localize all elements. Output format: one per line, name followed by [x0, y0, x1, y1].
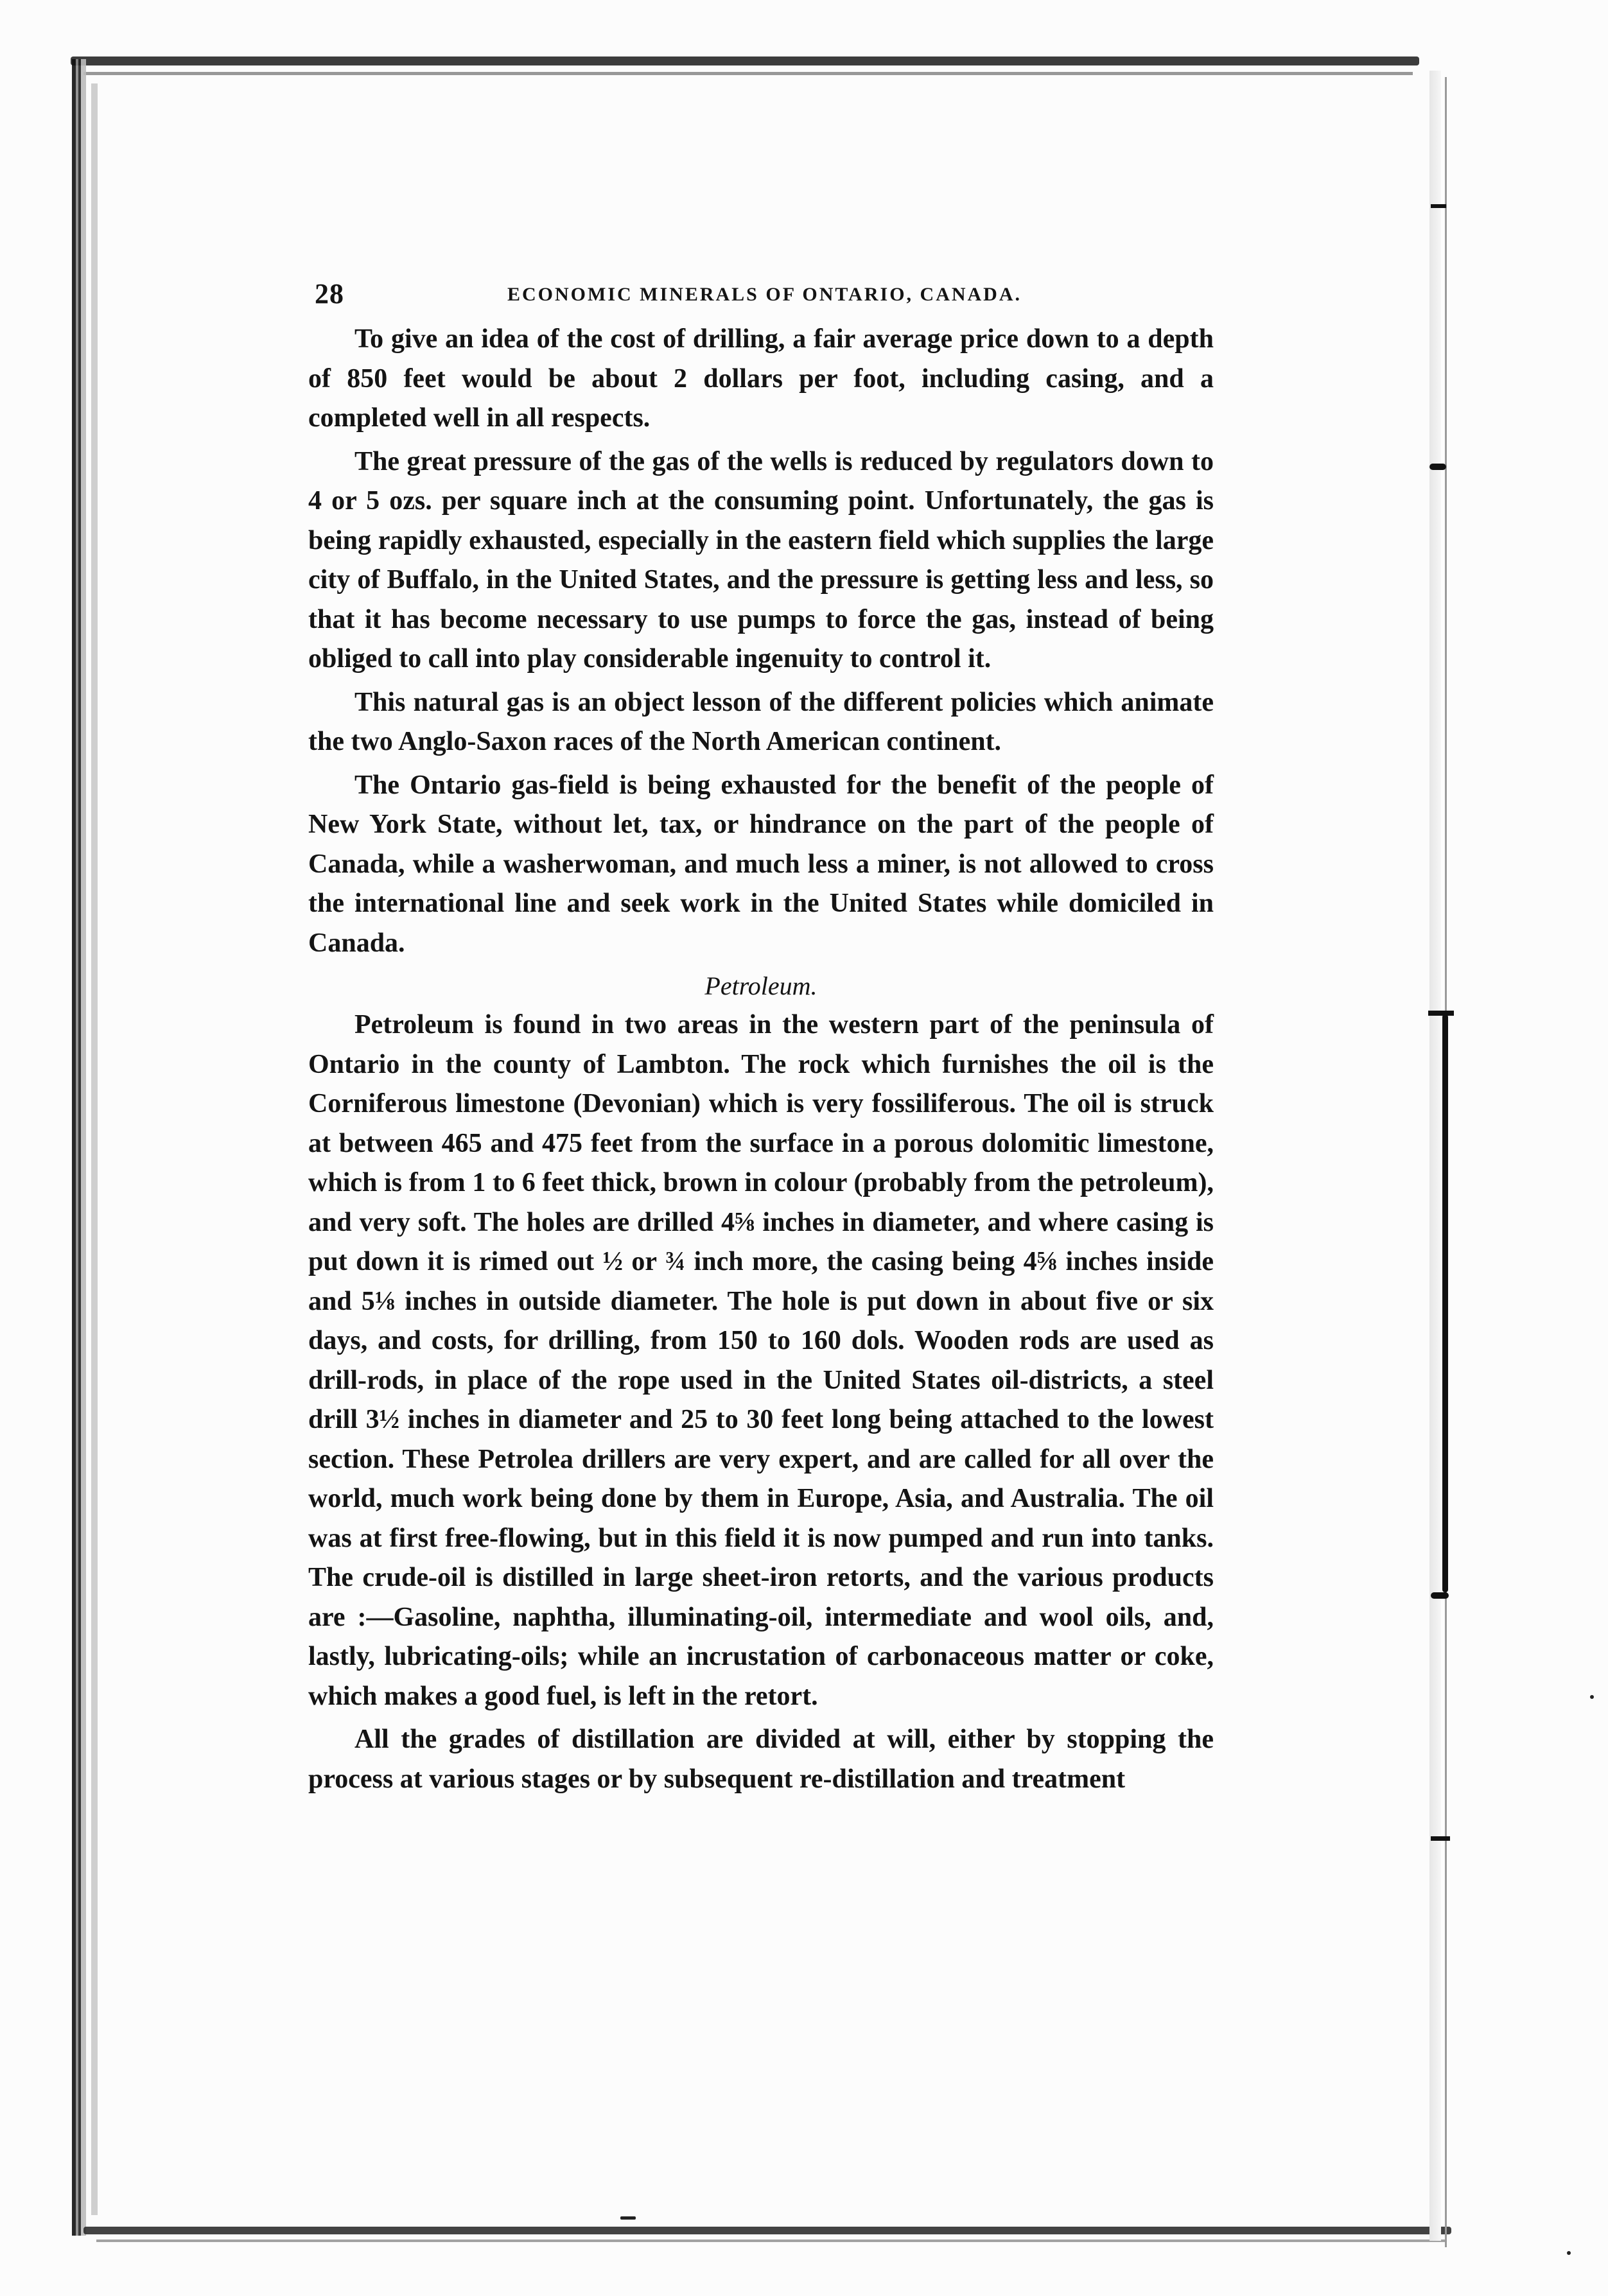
- page-number: 28: [315, 278, 344, 309]
- paragraph-gas-pressure: The great pressure of the gas of the wells is reduced by regulators down to 4 or 5 ozs. per square inch at the consuming point. Unfortunately, the gas is being rapidly exhausted, especially in the eastern field which supplies the large city of Buffalo, in the United States, and the pressure is getting less and less, so that it has become necessary to use pumps to force the gas, instead of being obliged to call into play considerable ingenuity to control it.: [308, 446, 1214, 674]
- paragraph-drilling-cost: To give an idea of the cost of drilling, a fair average price down to a depth of 850 feet would be about 2 dollars per foot, including casing, and a completed well in all respects.: [308, 324, 1214, 433]
- paragraph-gas-field: The Ontario gas-field is being exhausted for the benefit of the people of New York State, without let, tax, or hindrance on the part of the people of Canada, while a washerwoman, and much less a miner, is not allowed to cross the international line and seek work in the United States while domiciled in Canada.: [308, 770, 1214, 958]
- book-spine-edge: [72, 59, 86, 2236]
- book-edge-bottom-inner: [96, 2239, 1445, 2242]
- paragraph-distillation: All the grades of distillation are divided at will, either by stopping the process at various stages or by subsequent re-distillation and treatment: [308, 1725, 1214, 1794]
- binding-mark: [1431, 1836, 1450, 1841]
- book-edge-bottom: [83, 2227, 1451, 2234]
- running-title: ECONOMIC MINERALS OF ONTARIO, CANADA.: [507, 284, 1022, 305]
- paragraph-object-lesson: This natural gas is an object lesson of the different policies which animate the two Anglo-Saxon races of the North American continent.: [308, 687, 1214, 756]
- section-heading-petroleum: Petroleum.: [704, 971, 817, 1000]
- scan-speck: [1590, 1695, 1594, 1699]
- binding-mark-bar: [1442, 1014, 1448, 1592]
- book-edge-top: [71, 57, 1419, 65]
- binding-mark: [1431, 204, 1446, 208]
- paragraph-petroleum: Petroleum is found in two areas in the western part of the peninsula of Ontario in the county of Lambton. The rock which furnishes the oil is the Corniferous limestone (Devonian) which is very fossiliferous. The oil is struck at between 465 and 475 feet from the surface in a porous dolomitic limestone, which is from 1 to 6 feet thick, brown in colour (probably from the petroleum), and very soft. The holes are drilled 4⅝ inches in diameter, and where casing is put down it is rimed out ½ or ¾ inch more, the casing being 4⅝ inches inside and 5⅛ inches in outside diameter. The hole is put down in about five or six days, and costs, for drilling, from 150 to 160 dols. Wooden rods are used as drill-rods, in place of the rope used in the United States oil-districts, a steel drill 3½ inches in diameter and 25 to 30 feet long being attached to the lowest section. These Petrolea drillers are very expert, and are called for all over the world, much work being done by them in Europe, Asia, and Australia. The oil was at first free-flowing, but in this field it is now pumped and run into tanks. The crude-oil is distilled in large sheet-iron retorts, and the various products are :—Gasoline, naphtha, illuminating-oil, intermediate and wool oils, and, lastly, lubricating-oils; while an incrustation of carbonaceous matter or coke, which makes a good fuel, is left in the retort.: [308, 1010, 1214, 1711]
- binding-mark: [1428, 1011, 1454, 1016]
- page-content: [308, 272, 1214, 1803]
- book-spine-shadow: [91, 83, 98, 2215]
- page-right-margin-shadow: [1429, 71, 1441, 2241]
- binding-mark: [1429, 464, 1446, 470]
- binding-mark: [1431, 1592, 1449, 1599]
- book-edge-top-inner: [83, 72, 1413, 75]
- scan-speck: [1567, 2251, 1571, 2255]
- running-head: [308, 272, 1214, 320]
- scan-speck: [620, 2216, 636, 2220]
